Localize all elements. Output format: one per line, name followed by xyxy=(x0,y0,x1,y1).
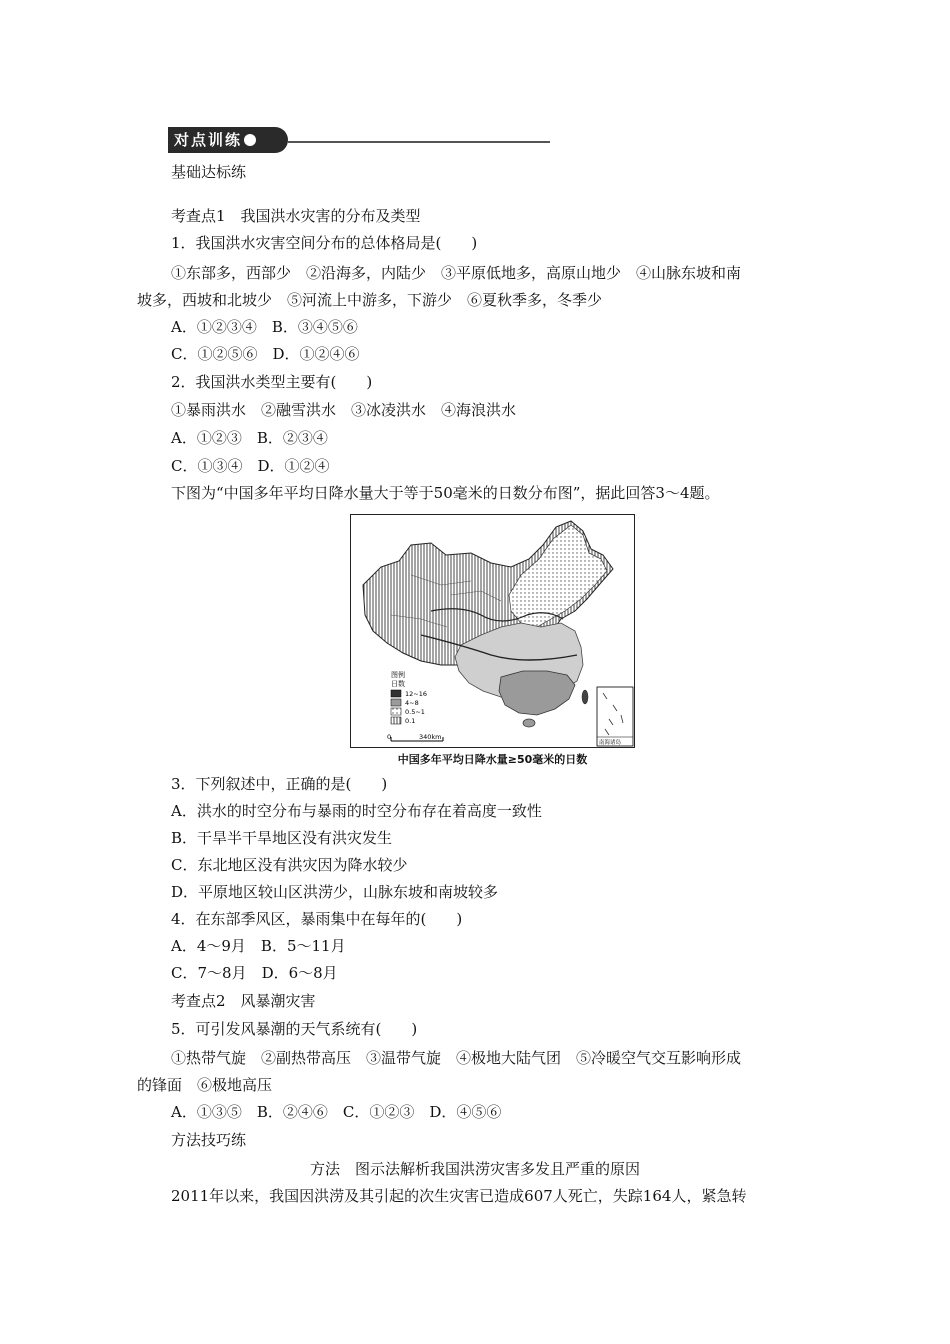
q5-items-line2: 的锋面 ⑥极地高压 xyxy=(137,1076,273,1094)
q2-options-cd: C．①③④ D．①②④ xyxy=(171,457,330,475)
map-scale-bar xyxy=(387,733,443,741)
exam-point-2: 考查点2 风暴潮灾害 xyxy=(171,992,316,1010)
legend-swatch-2 xyxy=(391,699,401,706)
legend-swatch-1 xyxy=(391,690,401,697)
section-heading-basic: 基础达标练 xyxy=(171,163,247,181)
legend-item-3: 0.5~1 xyxy=(405,708,425,716)
q1-items-line1: ①东部多，西部少 ②沿海多，内陆少 ③平原低地多，高原山地少 ④山脉东坡和南 xyxy=(171,264,742,282)
exam-point-1: 考查点1 我国洪水灾害的分布及类型 xyxy=(171,207,421,225)
map-region-northeast xyxy=(509,525,607,627)
q1-stem: 1．我国洪水灾害空间分布的总体格局是( ) xyxy=(171,234,478,252)
q3-option-b: B．干旱半干旱地区没有洪灾发生 xyxy=(171,829,393,847)
q4-options-cd: C．7～8月 D．6～8月 xyxy=(171,964,338,982)
q5-items-line1: ①热带气旋 ②副热带高压 ③温带气旋 ④极地大陆气团 ⑤冷暖空气交互影响形成 xyxy=(171,1049,742,1067)
map-caption: 中国多年平均日降水量≥50毫米的日数 xyxy=(397,753,588,766)
q3-option-c: C．东北地区没有洪灾因为降水较少 xyxy=(171,856,408,874)
q4-stem: 4．在东部季风区，暴雨集中在每年的( ) xyxy=(171,910,463,928)
inset-label: 南海诸岛 xyxy=(599,740,622,746)
map-intro: 下图为“中国多年平均日降水量大于等于50毫米的日数分布图”，据此回答3～4题。 xyxy=(171,484,720,502)
method-paragraph: 2011年以来，我国因洪涝及其引起的次生灾害已造成607人死亡，失踪164人，紧急转 xyxy=(171,1187,747,1205)
q2-options-ab: A．①②③ B．②③④ xyxy=(171,429,328,447)
q3-option-a: A．洪水的时空分布与暴雨的时空分布存在着高度一致性 xyxy=(171,802,542,820)
q5-options: A．①③⑤ B．②④⑥ C．①②③ D．④⑤⑥ xyxy=(171,1103,502,1121)
map-legend xyxy=(391,670,427,725)
legend-title-1: 图例 xyxy=(391,671,405,679)
legend-swatch-4 xyxy=(391,717,401,724)
map-island-hainan xyxy=(523,719,535,727)
q4-options-ab: A．4～9月 B．5～11月 xyxy=(171,937,346,955)
q5-stem: 5．可引发风暴潮的天气系统有( ) xyxy=(171,1020,418,1038)
q1-options-cd: C．①②⑤⑥ D．①②④⑥ xyxy=(171,345,360,363)
legend-swatch-3 xyxy=(391,708,401,715)
china-map-figure xyxy=(351,515,634,747)
section-heading-method: 方法技巧练 xyxy=(171,1131,247,1149)
legend-title-2: 日数 xyxy=(391,680,405,688)
q3-option-d: D．平原地区较山区洪涝少，山脉东坡和南坡较多 xyxy=(171,883,499,901)
q2-items: ①暴雨洪水 ②融雪洪水 ③冰凌洪水 ④海浪洪水 xyxy=(171,401,517,419)
map-island-taiwan xyxy=(582,690,588,704)
banner-label-box xyxy=(168,127,288,153)
legend-item-4: 0.1 xyxy=(405,717,416,725)
method-title: 方法 图示法解析我国洪涝灾害多发且严重的原因 xyxy=(309,1160,640,1178)
q1-items-line2: 坡多，西坡和北坡少 ⑤河流上中游多，下游少 ⑥夏秋季多，冬季少 xyxy=(137,291,603,309)
legend-item-2: 4~8 xyxy=(405,699,419,707)
scale-label: 340km xyxy=(419,733,442,741)
scale-zero: 0 xyxy=(387,733,392,741)
section-banner xyxy=(168,127,552,153)
q2-stem: 2．我国洪水类型主要有( ) xyxy=(171,373,373,391)
precipitation-map xyxy=(350,514,635,748)
legend-item-1: 12~16 xyxy=(405,690,427,698)
banner-rule xyxy=(288,141,550,143)
q1-options-ab: A．①②③④ B．③④⑤⑥ xyxy=(171,318,358,336)
banner-label: 对点训练 xyxy=(174,131,243,149)
map-region-south xyxy=(499,671,575,715)
map-inset-south-china-sea xyxy=(597,687,633,746)
q3-stem: 3．下列叙述中，正确的是( ) xyxy=(171,775,388,793)
bullet-dot-icon xyxy=(244,134,256,146)
